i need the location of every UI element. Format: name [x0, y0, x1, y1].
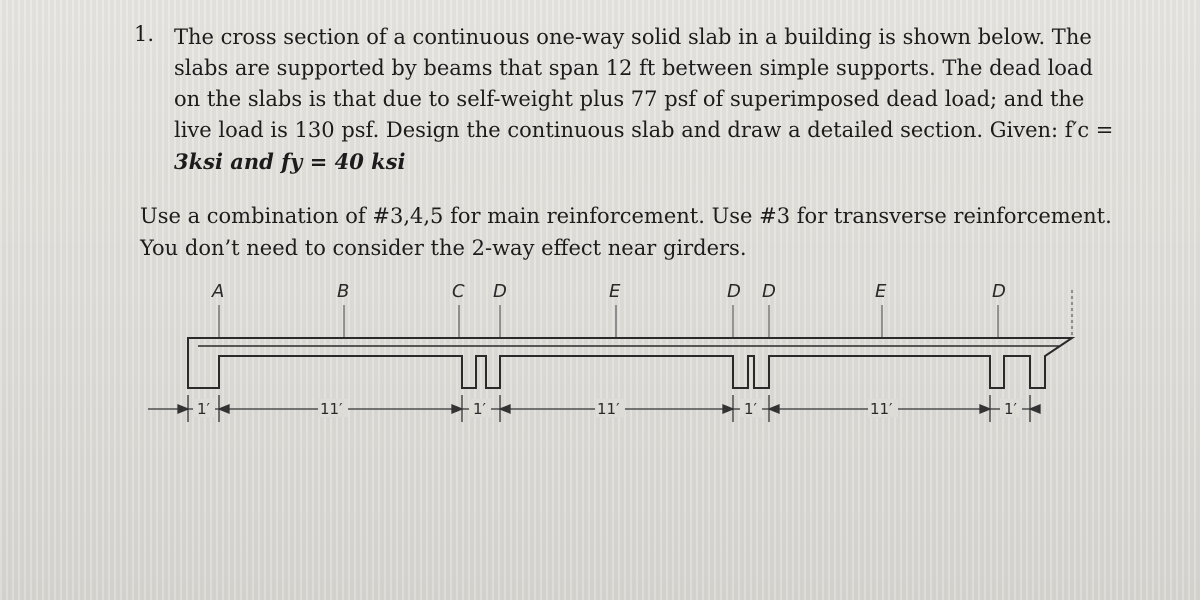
dimension-label: 1′	[1004, 400, 1017, 418]
problem-line: slabs are supported by beams that span 12 ft between simple supports. The dead load	[174, 56, 1093, 80]
dimension-label: 11′	[597, 400, 620, 418]
grid-label: D	[762, 281, 776, 302]
dimension-line	[148, 395, 1040, 422]
grid-label: C	[452, 281, 465, 302]
dimension-label: 1′	[473, 400, 486, 418]
dimension-label: 1′	[197, 400, 210, 418]
grid-label: E	[875, 281, 887, 302]
dimension-label: 11′	[870, 400, 893, 418]
problem-line: live load is 130 psf. Design the continuous slab and draw a detailed section. Given: f′c =	[174, 118, 1114, 142]
problem-number: 1.	[134, 22, 155, 46]
grid-label: E	[609, 281, 621, 302]
problem-line: on the slabs is that due to self-weight plus 77 psf of superimposed dead load; and the	[174, 87, 1085, 111]
grid-label: D	[493, 281, 507, 302]
grid-label: B	[337, 281, 350, 302]
grid-label: D	[992, 281, 1006, 302]
grid-label: A	[212, 281, 225, 302]
note-line-2: You don’t need to consider the 2-way effect near girders.	[140, 236, 747, 260]
grid-label: D	[727, 281, 741, 302]
dimension-label: 11′	[320, 400, 343, 418]
note-line-1: Use a combination of #3,4,5 for main reinforcement. Use #3 for transverse reinforcement.	[140, 204, 1112, 228]
dimension-label: 1′	[744, 400, 757, 418]
problem-line: The cross section of a continuous one-way solid slab in a building is shown below. The	[174, 25, 1092, 49]
given-values: 3ksi and fy = 40 ksi	[174, 149, 406, 174]
